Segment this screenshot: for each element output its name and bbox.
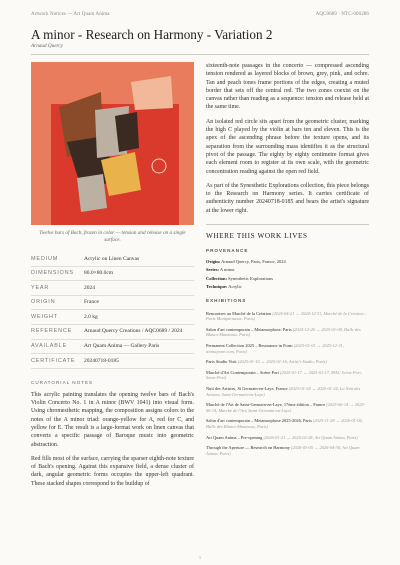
description-paragraph: An isolated red circle sits apart from the geometric cluster, marking the high C played by the violin at bars ten and eleven. This is the apex of the ascending phrase before the texture opens, and its separation from the surrounding mass identifies it as the structural pivot of the passage. The eighty by eighty centimetre format gives each element room to register at its own scale, with the geometric concentration reading against the open red field.	[206, 118, 369, 175]
provenance-value: A minor	[219, 267, 235, 273]
meta-row-certificate	[31, 354, 194, 369]
exhibition-detail: (2024-12-26 → 2025-01-08, Halle des Blancs-Manteaux, Paris)	[206, 326, 361, 338]
meta-value: 20240718-0185	[84, 354, 194, 369]
exhibition-item	[206, 386, 369, 397]
curatorial-paragraph: Red fills most of the surface, carrying the sparser eighth-note texture of Bach's opening. Against this expansive field, a dense cluster of dark, angular geometric forms occupies the upper-left quadrant. These stacked shapes correspond to the buildup of	[31, 455, 194, 487]
metadata-table	[31, 252, 194, 369]
provenance-item	[206, 259, 369, 264]
header-divider	[31, 54, 369, 55]
meta-value: France	[84, 295, 194, 310]
meta-row-weight	[31, 310, 194, 325]
provenance-item	[206, 276, 369, 281]
meta-key: YEAR	[31, 281, 84, 296]
meta-row-available	[31, 339, 194, 354]
exhibition-item	[206, 445, 369, 456]
reference-code: AQC0689 · NTC-000286	[315, 12, 369, 17]
meta-key: REFERENCE	[31, 324, 84, 339]
curatorial-notes-heading: CURATORIAL NOTES	[31, 379, 94, 385]
exhibition-item	[206, 311, 369, 322]
provenance-item	[206, 284, 369, 289]
meta-key: CERTIFICATE	[31, 354, 84, 369]
publisher-label: Artwork Notices — Art Quam Anima	[31, 12, 110, 17]
artwork-title: A minor - Research on Harmony - Variation 2	[31, 27, 273, 42]
exhibition-title: Salon d'art contemporain – Metamorphose 2025-2026, Paris	[206, 418, 312, 424]
page-number: 1	[198, 555, 202, 560]
exhibition-detail: (2025-01-10 → 2025-01-16, Artist's Studio, Paris)	[237, 359, 327, 365]
provenance-value: Arnaud Quercy, Paris, France, 2024	[221, 259, 286, 265]
meta-row-origin	[31, 295, 194, 310]
exhibition-title: Through the Aperture — Research on Harmony	[206, 445, 290, 451]
provenance-key: Collection:	[206, 275, 227, 281]
right-column	[206, 62, 369, 488]
exhibition-detail: (2026-03-05 → 2026-04-30, Art Quam Anima, Paris)	[206, 445, 360, 456]
exhibition-title: Salon d'art contemporain – Metamorphose, Paris	[206, 326, 292, 332]
exhibition-item	[206, 343, 369, 354]
provenance-key: Series:	[206, 267, 219, 273]
meta-key: AVAILABLE	[31, 339, 84, 354]
meta-key: WEIGHT	[31, 310, 84, 325]
top-bar	[31, 12, 369, 17]
meta-value: Art Quam Anima — Gallery Paris	[84, 339, 194, 354]
meta-row-dimensions	[31, 266, 194, 281]
meta-value: 80.0×80.0cm	[84, 266, 194, 281]
exhibition-detail: (2025-06-14 → 2025-06-14, Marché de l'Art, Saint-Germain-en-Laye)	[206, 402, 366, 413]
exhibition-title: Rencontres au Marché de la Création	[206, 310, 272, 316]
meta-row-reference	[31, 324, 194, 339]
meta-key: ORIGIN	[31, 295, 84, 310]
curatorial-paragraph: This acrylic painting translates the opening twelve bars of Bach's Violin Concerto No. 1 in A minor (BWV 1041) into visual form. Using chromesthetic mapping, the composition assigns colors to the notes of the A minor triad: orange-yellow for A, red for C, and yellow for E. The result is a large-format work on linen canvas that converts a specific passage of Baroque music into geometric abstraction.	[31, 391, 194, 448]
meta-row-medium	[31, 252, 194, 266]
exhibition-item	[206, 327, 369, 338]
artwork-caption: Twelve bars of Bach, frozen in color — tension and release on a single surface.	[39, 230, 186, 243]
exhibition-item	[206, 359, 369, 365]
exhibition-item	[206, 418, 369, 429]
exhibition-item	[206, 435, 369, 441]
where-lives-heading: WHERE THIS WORK LIVES	[206, 224, 369, 240]
exhibition-title: Paris Studio Visit	[206, 359, 237, 365]
exhibition-detail: (2025-01-17 → 2025-01-17, MAC Scène Port, Seine-Port)	[206, 369, 362, 381]
exhibition-detail: (2025-01-24 → 2025-01-24, La Nuit des Artistes, Saint-Germain-en-Laye)	[206, 386, 361, 397]
exhibition-title: Nuit des Artistes, St Germain-en-Laye, France	[206, 386, 288, 392]
description-paragraph: As part of the Synesthetic Explorations collection, this piece belongs to the Research on Harmony series. It carries certificate of authenticity number 20240718-0185 and bears the artist's signature at the lower right.	[206, 182, 369, 214]
artist-name: Arnaud Quercy	[31, 43, 63, 49]
artwork-image	[31, 62, 194, 225]
exhibition-item	[206, 402, 369, 413]
provenance-key: Origin:	[206, 259, 221, 265]
provenance-heading: PROVENANCE	[206, 248, 249, 254]
description-paragraph: sixteenth-note passages in the concerto — compressed ascending tension rendered as layered blocks of brown, grey, pink, and ochre. Tan and peach tones frame portions of the edges, creating a muted border that sets off the central red. The two zones coexist on the canvas rather than reading as a sequence: tension and release held at the same time.	[206, 63, 369, 111]
exhibition-detail: (2025-11-28 → 2026-01-04, Halle des Blancs-Manteaux, Paris)	[206, 418, 363, 429]
exhibition-title: Permanent Collection 2025 – Resonance in Form	[206, 343, 293, 349]
exhibition-title: Art Quam Anima – Pre-opening	[206, 434, 263, 440]
meta-value: Arnaud Quercy Creations / AQC0689 / 2024	[84, 324, 194, 339]
exhibition-detail: (2026-01-21 → 2026-02-28, Art Quam Anima, Paris)	[263, 434, 358, 440]
exhibition-title: Marché d'Art Contemporain – Scène Port	[206, 369, 279, 375]
exhibition-detail: (2024-04-21 → 2024-12-31, Marché de la Création – Paris Montparnasse, Paris)	[206, 310, 367, 322]
exhibition-item	[206, 370, 369, 381]
meta-value: 2.0 kg	[84, 310, 194, 325]
provenance-value: Acrylic	[228, 284, 242, 290]
meta-value: Acrylic on Linen Canvas	[84, 252, 194, 266]
exhibition-title: Marché de l'Art de Saint-Germain-en-Laye, 17ème édition – France	[206, 402, 326, 408]
exhibition-detail: (2025-01-01 → 2025-12-31, artmajeure.com, Paris)	[206, 343, 344, 354]
provenance-key: Technique:	[206, 284, 228, 290]
meta-value: 2024	[84, 281, 194, 296]
meta-key: MEDIUM	[31, 252, 84, 266]
left-column	[31, 62, 194, 488]
meta-key: DIMENSIONS	[31, 266, 84, 281]
meta-row-year	[31, 281, 194, 296]
provenance-item	[206, 267, 369, 272]
provenance-value: Synesthetic Explorations	[228, 275, 273, 281]
exhibitions-heading: EXHIBITIONS	[206, 297, 247, 303]
